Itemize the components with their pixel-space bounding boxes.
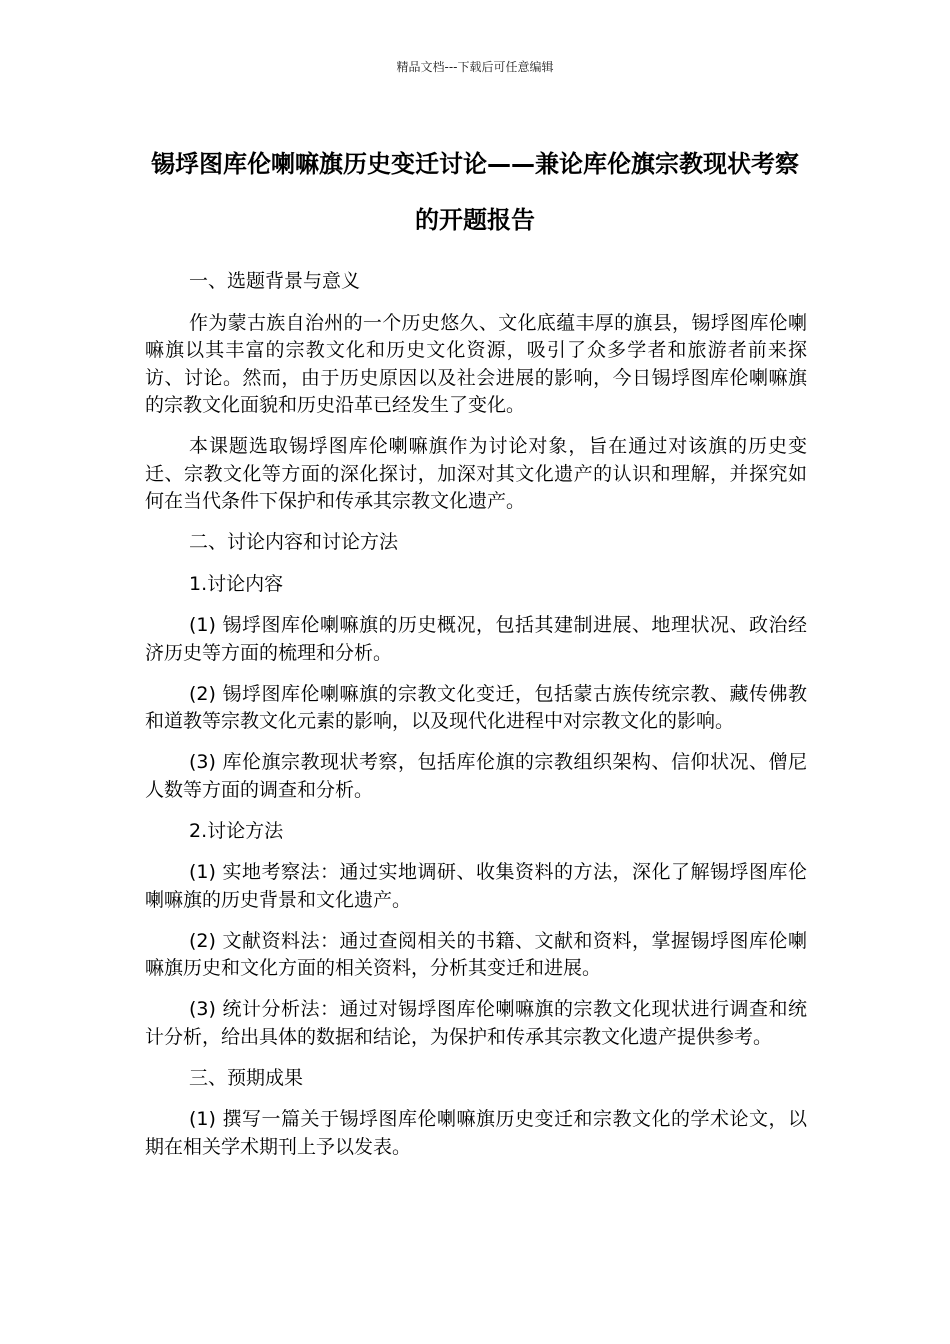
page-header: 精品文档---下载后可任意编辑	[396, 60, 554, 74]
paragraph-background: 作为蒙古族自治州的一个历史悠久、文化底蕴丰厚的旗县，锡垺图库伦喇嘛旗以其丰富的宗教文化和历史文化资源，吸引了众多学者和旅游者前来探访、讨论。然而，由于历史原因以及社会进展的影响，今日锡垺图库伦喇嘛旗的宗教文化面貌和历史沿革已经发生了变化。	[145, 311, 807, 416]
section-heading-content-methods: 二、讨论内容和讨论方法	[189, 531, 399, 553]
section-heading-background: 一、选题背景与意义	[189, 270, 361, 292]
subheading-methods: 2.讨论方法	[189, 819, 284, 842]
document-body	[145, 268, 807, 1175]
content-item-3: (3) 库伦旗宗教现状考察，包括库伦旗的宗教组织架构、信仰状况、僧尼人数等方面的调查和分析。	[145, 751, 807, 801]
method-item-2: (2) 文献资料法：通过查阅相关的书籍、文献和资料，掌握锡垺图库伦喇嘛旗历史和文化方面的相关资料，分析其变迁和进展。	[145, 929, 807, 979]
paragraph-purpose: 本课题选取锡垺图库伦喇嘛旗作为讨论对象，旨在通过对该旗的历史变迁、宗教文化等方面的深化探讨，加深对其文化遗产的认识和理解，并探究如何在当代条件下保护和传承其宗教文化遗产。	[145, 435, 807, 512]
section-heading-expected-results: 三、预期成果	[189, 1066, 304, 1089]
subheading-content: 1.讨论内容	[189, 572, 284, 595]
content-item-2: (2) 锡垺图库伦喇嘛旗的宗教文化变迁，包括蒙古族传统宗教、藏传佛教和道教等宗教文化元素的影响，以及现代化进程中对宗教文化的影响。	[145, 682, 807, 732]
result-item-1: (1) 撰写一篇关于锡垺图库伦喇嘛旗历史变迁和宗教文化的学术论文，以期在相关学术期刊上予以发表。	[145, 1108, 807, 1158]
method-item-1: (1) 实地考察法：通过实地调研、收集资料的方法，深化了解锡垺图库伦喇嘛旗的历史背景和文化遗产。	[145, 861, 807, 911]
document-title: 锡垺图库伦喇嘛旗历史变迁讨论——兼论库伦旗宗教现状考察的开题报告	[151, 150, 799, 234]
content-item-1: (1) 锡垺图库伦喇嘛旗的历史概况，包括其建制进展、地理状况、政治经济历史等方面的梳理和分析。	[145, 614, 807, 664]
method-item-3: (3) 统计分析法：通过对锡垺图库伦喇嘛旗的宗教文化现状进行调查和统计分析，给出具体的数据和结论，为保护和传承其宗教文化遗产提供参考。	[145, 998, 807, 1048]
